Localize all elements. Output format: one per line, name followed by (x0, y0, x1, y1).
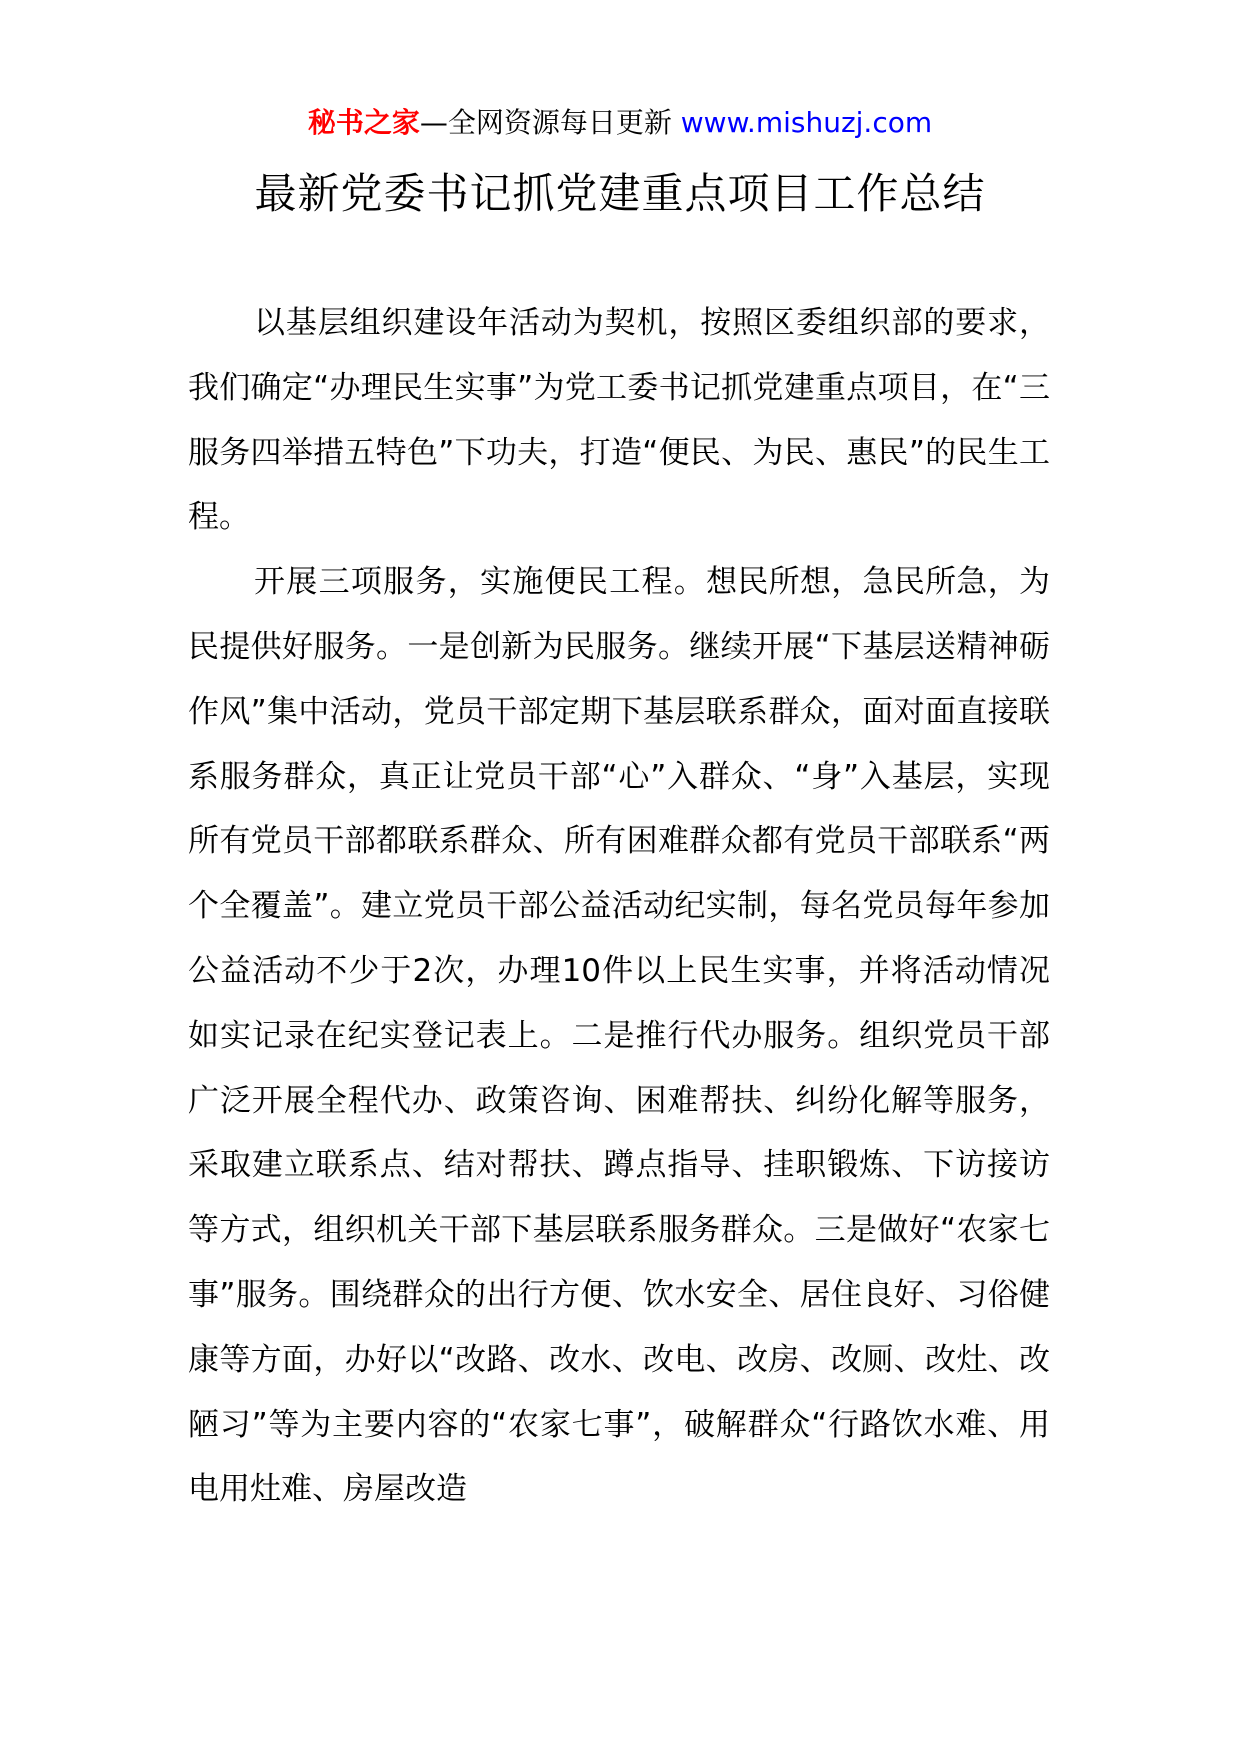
document-title: 最新党委书记抓党建重点项目工作总结 (254, 169, 986, 218)
document-body (188, 291, 1050, 1522)
site-url-link[interactable]: www.mishuzj.com (680, 106, 933, 139)
paragraph-services (188, 550, 1050, 1522)
site-header (0, 103, 1240, 143)
paragraph-services-text: 想民所想，急民所急，为民提供好服务。一是创新为民服务。继续开展“下基层送精神砺作风”集中活动，党员干部定期下基层联系群众，面对面直接联系服务群众，真正让党员干部“心”入群众、“身”入基层，实现所有党员干部都联系群众、所有困难群众都有党员干部联系“两个全覆盖”。建立党员干部公益活动纪实制，每名党员每年参加公益活动不少于2次，办理10件以上民生实事，并将活动情况如实记录在纪实登记表上。二是推行代办服务。组织党员干部广泛开展全程代办、政策咨询、困难帮扶、纠纷化解等服务，采取建立联系点、结对帮扶、蹲点指导、挂职锻炼、下访接访等方式，组织机关干部下基层联系服务群众。三是做好“农家七事”服务。围绕群众的出行方便、饮水安全、居住良好、习俗健康等方面，办好以“改路、改水、改电、改房、改厕、改灶、改陋习”等为主要内容的“农家七事”，破解群众“行路饮水难、用电用灶难、房屋改造 (188, 564, 1051, 1508)
paragraph-lead-heading: 开展三项服务，实施便民工程。 (254, 564, 707, 601)
brand-name: 秘书之家 (307, 106, 420, 139)
paragraph-intro: 以基层组织建设年活动为契机，按照区委组织部的要求，我们确定“办理民生实事”为党工委书记抓党建重点项目，在“三服务四举措五特色”下功夫，打造“便民、为民、惠民”的民生工程。 (188, 305, 1050, 536)
header-tagline: —全网资源每日更新 (419, 106, 681, 139)
